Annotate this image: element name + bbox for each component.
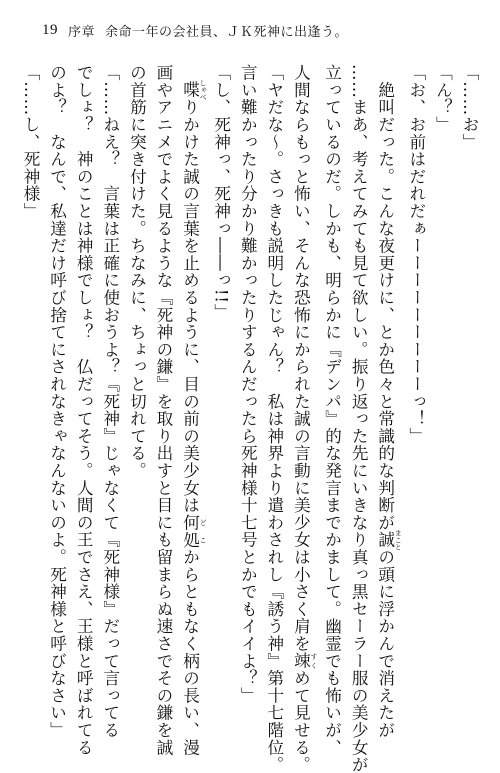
ruby-annotation: 竦 すく [291,652,318,670]
ruby-annotation: 誠 まこと [375,529,403,551]
text-line: 人間ならもっと怖い、そんな恐怖にかられた誠の言動に美少女は小さく肩を竦 すくめて見せる。 [291,64,318,773]
text-line: のよ？ なんで、私達だけ呼び捨てにされなきゃなんないのよ。死神様と呼びなさい」 [47,64,67,739]
text-line: でしょ？ 神のことは神様でしょ？ 仏だってそう。人間の王でさえ、王様と呼ばれてる [74,64,94,756]
text-line: 「し、死神っ、死神っ――っ!!」 [211,64,231,321]
text-line: 「……ねえ？ 言葉は正確に使おうよ？『死神』じゃなくて『死神様』だって言ってる [100,64,120,739]
text-line: 「……お」 [460,64,479,151]
text-line: ……まあ、考えてみても見て欲しい。振り返った先にいきなり真っ黒セーラー服の美少女が [349,64,369,773]
text-line: 絶叫だった。こんな夜更けに、とか色々と常識的な判断が誠 まことの頭に浮かんで消えたが [375,64,403,739]
page-number: 19 [42,21,58,38]
text-line: 立っているのだ。しかも、明らかに『デンパ』的な発言までかまして。幽霊でも怖いが、 [322,64,342,756]
text-line: 「ん？」 [433,64,453,134]
text-line: 喋 しゃべりかけた誠の言葉を止めるように、目の前の美少女は何処 どこからともなく柄の長い、漫 [180,79,208,757]
page-header [20,20,480,40]
vertical-text-columns [18,64,482,773]
text-line: の首筋に突き付けた。ちなみに、ちょっと切れてる。 [127,64,147,480]
ruby-annotation: 喋 しゃべ [180,79,208,101]
text-line: 「……し、死神様」 [21,64,40,220]
ruby-annotation: 何処 どこ [180,513,208,549]
text-line: 「ヤだな～。さっきも説明したじゃん？ 私は神界より遣わされし『誘う神』第十七階位。 [264,64,284,773]
chapter-title: 余命一年の会社員、ＪＫ死神に出逢う。 [105,24,349,40]
text-line: 画やアニメでよく見るような『死神の鎌』を取り出すと目にも留まらぬ速さでその鎌を誠 [153,64,173,756]
text-line: 「お、お前はだれだぁーーーーーーーーーっ！」 [406,64,426,445]
chapter-label: 序章 [68,24,96,40]
text-line: 言い難かったり分かり難かったりするんだったら死神様十七号とかでもイイよ？」 [238,64,258,705]
novel-text-area [18,64,482,773]
